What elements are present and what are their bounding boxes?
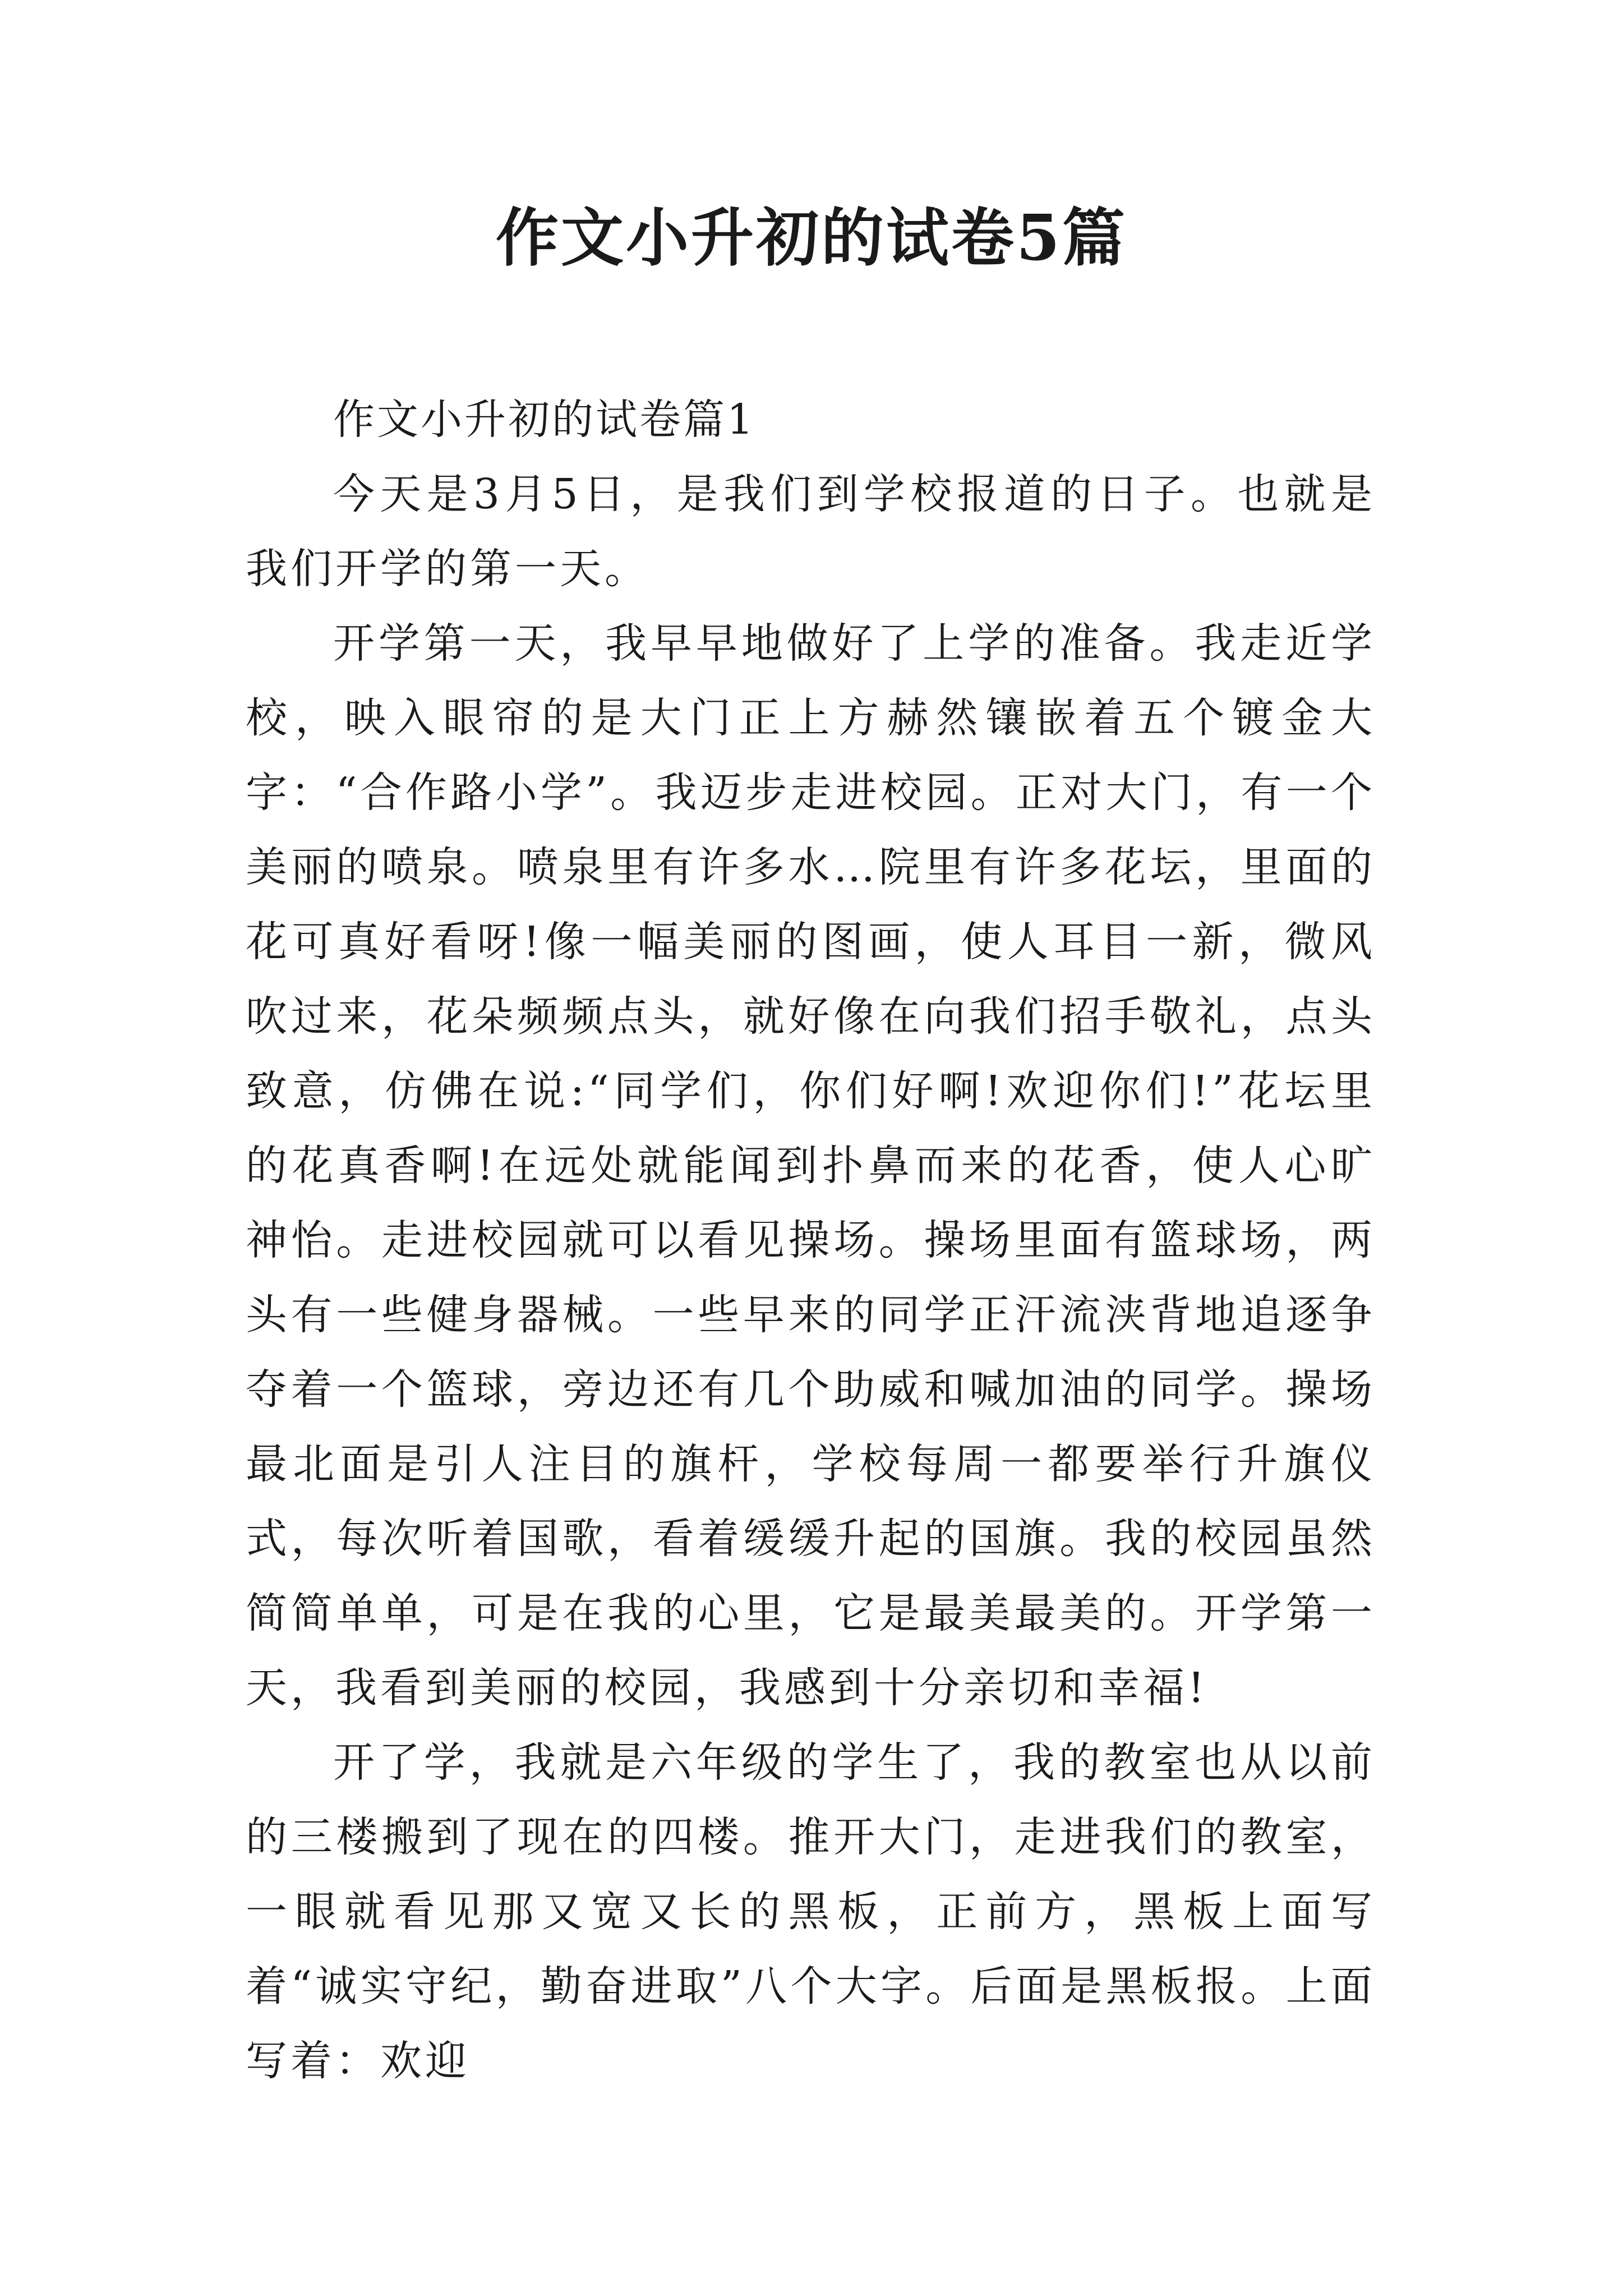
document-title: 作文小升初的试卷5篇 — [496, 201, 1127, 275]
section-heading: 作文小升初的试卷篇1 — [333, 395, 756, 444]
paragraph-date: 今天是3月5日，是我们到学校报道的日子。也就是我们开学的第一天。 — [246, 470, 1376, 593]
paragraph-classroom: 开了学，我就是六年级的学生了，我的教室也从以前的三楼搬到了现在的四楼。推开大门，走进我们的教室，一眼就看见那又宽又长的黑板，正前方，黑板上面写着“诚实守纪，勤奋进取”八个大字。后面是黑板报。上面写着：欢迎 — [246, 1738, 1376, 2085]
paragraph-campus: 开学第一天，我早早地做好了上学的准备。我走近学校，映入眼帘的是大门正上方赫然镶嵌着五个镀金大字：“合作路小学”。我迈步走进校园。正对大门，有一个美丽的喷泉。喷泉里有许多水…院里有许多花坛，里面的花可真好看呀!像一幅美丽的图画，使人耳目一新，微风吹过来，花朵频频点头，就好像在向我们招手敬礼，点头致意，仿佛在说:“同学们，你们好啊!欢迎你们!”花坛里的花真香啊!在远处就能闻到扑鼻而来的花香，使人心旷神怡。走进校园就可以看见操场。操场里面有篮球场，两头有一些健身器械。一些早来的同学正汗流浃背地追逐争夺着一个篮球，旁边还有几个助威和喊加油的同学。操场最北面是引人注目的旗杆，学校每周一都要举行升旗仪式，每次听着国歌，看着缓缓升起的国旗。我的校园虽然简简单单，可是在我的心里，它是最美最美的。开学第一天，我看到美丽的校园，我感到十分亲切和幸福! — [246, 619, 1376, 1712]
document-body — [246, 383, 1376, 2099]
